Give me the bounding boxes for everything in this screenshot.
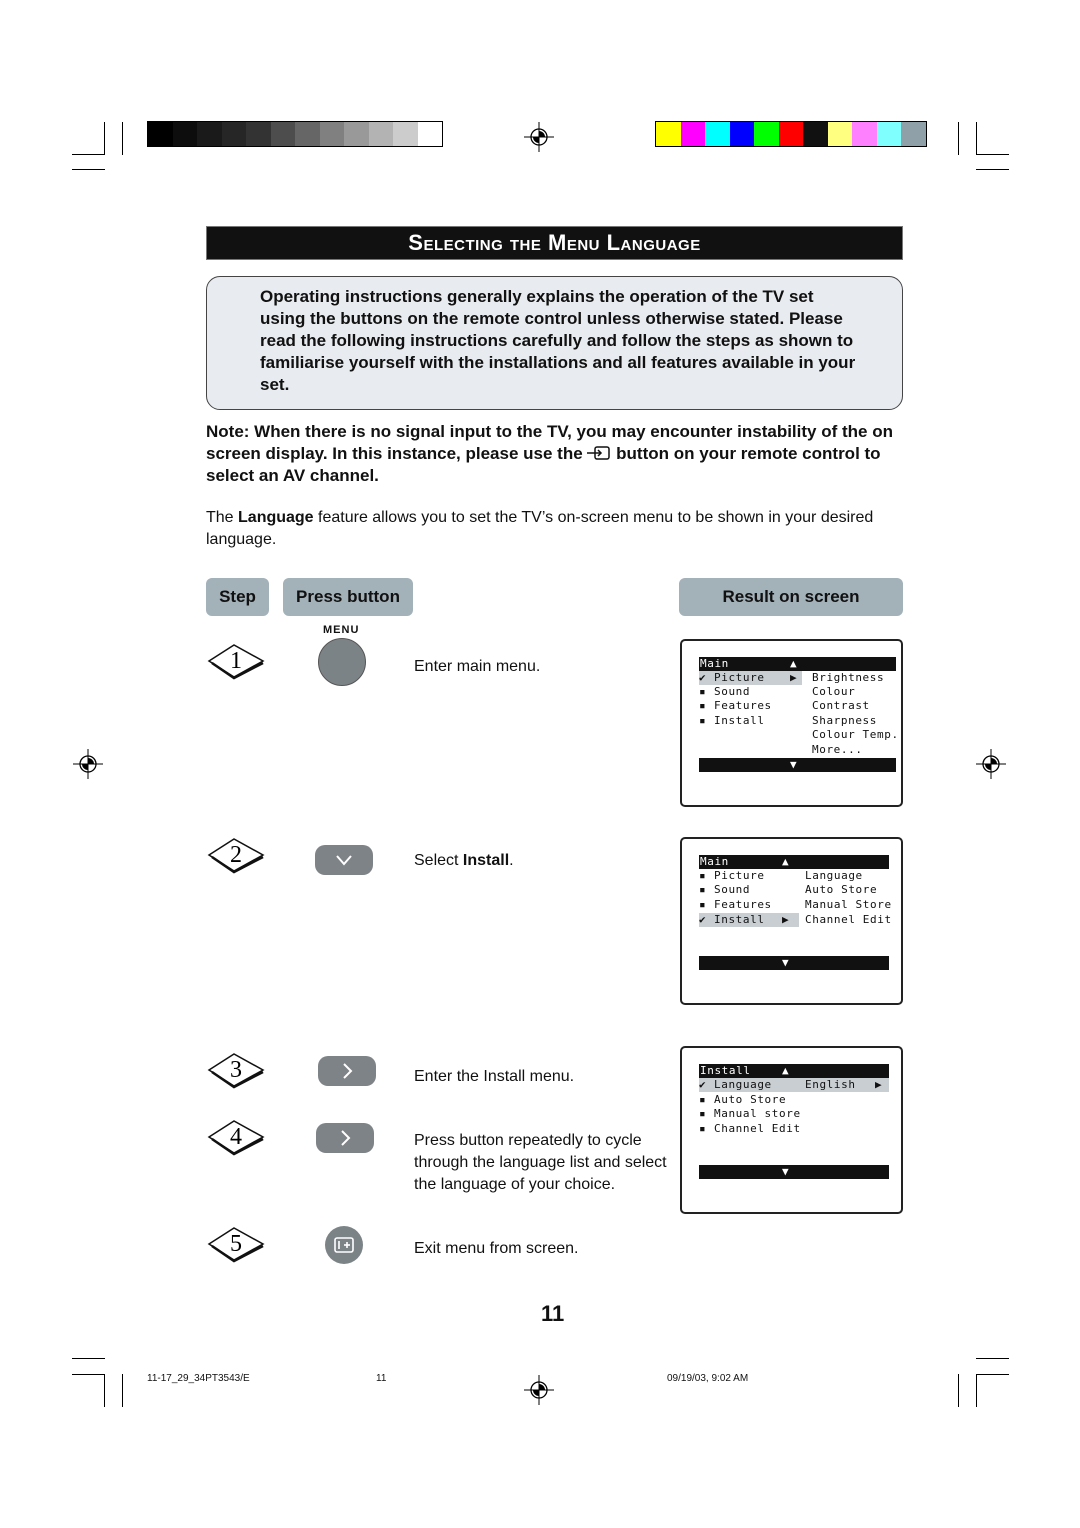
color-swatch — [271, 122, 296, 146]
crop-mark — [104, 122, 105, 155]
osd-bullet: ▪ — [699, 898, 707, 911]
osd-value: English — [805, 1078, 856, 1091]
crop-mark — [122, 122, 123, 155]
osd-header-text: Main — [700, 657, 729, 670]
registration-mark-icon — [524, 1375, 554, 1405]
osd-bullet: ▪ — [699, 883, 707, 896]
osd-left-item: Auto Store — [714, 1093, 787, 1106]
step-number-4 — [206, 1117, 266, 1157]
osd-right-item: More... — [812, 743, 863, 756]
color-swatch — [730, 122, 755, 146]
note-text-2: button on your remote control to select an AV channel. — [206, 444, 881, 485]
color-swatch — [344, 122, 369, 146]
crop-mark — [976, 169, 1009, 170]
instruction-bold: Install — [462, 852, 510, 869]
color-swatch — [705, 122, 730, 146]
color-swatch — [222, 122, 247, 146]
body-text: feature allows you to set the TV’s on-screen menu to be shown in your desired language. — [206, 509, 874, 548]
osd-footer-bar — [699, 758, 896, 772]
osd-bullet: ▪ — [699, 1107, 707, 1120]
osd-left-item: Picture — [714, 671, 765, 684]
result-screen-1 — [680, 639, 903, 807]
osd-right-item: Sharpness — [812, 714, 878, 727]
chevron-right-icon — [318, 1056, 376, 1086]
osd-left-item: Picture — [714, 869, 765, 882]
osd-right-item: Colour — [812, 685, 856, 698]
color-swatch — [779, 122, 804, 146]
step-2-instruction — [414, 850, 674, 872]
osd-right-item: Channel Edit — [805, 913, 892, 926]
step-5-instruction: Exit menu from screen. — [414, 1240, 579, 1257]
osd-right-item: Contrast — [812, 699, 870, 712]
footer-filename: 11-17_29_34PT3543/E — [147, 1373, 250, 1384]
color-swatch — [754, 122, 779, 146]
color-swatch — [369, 122, 394, 146]
note-paragraph — [206, 421, 906, 487]
step-1-instruction: Enter main menu. — [414, 658, 541, 675]
result-column-header: Result on screen — [679, 578, 903, 616]
step-4-instruction: Press button repeatedly to cycle through the language list and select the language of your choice. — [414, 1132, 667, 1193]
footer-date: 09/19/03, 9:02 AM — [667, 1373, 749, 1384]
registration-mark-icon — [73, 749, 103, 779]
instruction-text: Select — [414, 852, 463, 869]
color-swatch — [828, 122, 853, 146]
step-number-text: 3 — [230, 1057, 242, 1083]
color-swatch — [656, 122, 681, 146]
osd-header-text: Install — [700, 1064, 751, 1077]
osd-left-item: Install — [714, 714, 765, 727]
step-number-1 — [206, 641, 266, 681]
step-number-text: 4 — [230, 1124, 242, 1150]
osd-footer-bar — [699, 956, 889, 970]
av-input-icon — [587, 446, 611, 460]
osd-info-icon — [325, 1226, 363, 1264]
color-swatch — [901, 122, 926, 146]
osd-up-arrow: ▲ — [782, 1064, 790, 1077]
grayscale-calibration-bar — [147, 121, 443, 147]
press-button-column-header: Press button — [283, 578, 413, 616]
osd-bullet: ▪ — [699, 699, 707, 712]
osd-bullet: ▪ — [699, 714, 707, 727]
crop-mark — [958, 122, 959, 155]
menu-button — [318, 638, 366, 686]
feature-description — [206, 507, 896, 551]
osd-right-item: Language — [805, 869, 863, 882]
osd-left-item: Language — [714, 1078, 772, 1091]
crop-mark — [122, 1374, 123, 1407]
color-swatch — [803, 122, 828, 146]
osd-right-arrow: ▶ — [782, 913, 790, 926]
step-number-text: 2 — [230, 842, 242, 868]
step-column-header: Step — [206, 578, 269, 616]
osd-right-item: Colour Temp. — [812, 728, 899, 741]
section-title-bar — [206, 226, 903, 260]
osd-up-arrow: ▲ — [782, 855, 790, 868]
section-title: Selecting the Menu Language — [408, 230, 701, 255]
crop-mark — [72, 169, 105, 170]
crop-mark — [72, 154, 105, 155]
osd-down-arrow: ▼ — [782, 1165, 790, 1178]
osd-left-item: Features — [714, 699, 772, 712]
result-screen-2 — [680, 837, 903, 1005]
osd-button — [325, 1226, 363, 1264]
color-swatch — [197, 122, 222, 146]
color-swatch — [173, 122, 198, 146]
body-text: The — [206, 509, 239, 526]
color-swatch — [295, 122, 320, 146]
result-screen-3 — [680, 1046, 903, 1214]
color-swatch — [418, 122, 443, 146]
step-number-3 — [206, 1050, 266, 1090]
step-number-2 — [206, 835, 266, 875]
osd-check: ✔ — [699, 671, 707, 684]
step-number-text: 5 — [230, 1231, 242, 1257]
osd-bullet: ▪ — [699, 1093, 707, 1106]
osd-left-item: Manual store — [714, 1107, 801, 1120]
intro-text: Operating instructions generally explains the operation of the TV set using the buttons on the remote control unless otherwise stated. Please read the following instructions carefully and follow the steps as shown to familiarise yourself with the installations and all features available in your set. — [260, 287, 856, 394]
registration-mark-icon — [976, 749, 1006, 779]
instruction-text: . — [509, 852, 514, 869]
menu-button-label: MENU — [323, 624, 360, 636]
registration-mark-icon — [524, 122, 554, 152]
osd-left-item: Sound — [714, 883, 751, 896]
footer-page: 11 — [376, 1373, 387, 1384]
osd-bullet: ▪ — [699, 869, 707, 882]
osd-right-arrow: ▶ — [790, 671, 798, 684]
osd-left-item: Features — [714, 898, 772, 911]
crop-mark — [958, 1374, 959, 1407]
step-number-5 — [206, 1224, 266, 1264]
crop-mark — [72, 1358, 105, 1359]
color-swatch — [852, 122, 877, 146]
osd-right-item: Brightness — [812, 671, 885, 684]
osd-footer-bar — [699, 1165, 889, 1179]
color-swatch — [246, 122, 271, 146]
crop-mark — [72, 1374, 105, 1375]
osd-left-item: Sound — [714, 685, 751, 698]
page-number: 11 — [541, 1301, 565, 1326]
osd-right-item: Manual Store — [805, 898, 892, 911]
step-number-text: 1 — [230, 648, 242, 674]
down-arrow-button — [315, 845, 373, 875]
osd-up-arrow: ▲ — [790, 657, 798, 670]
osd-check: ✔ — [699, 913, 707, 926]
color-swatch — [148, 122, 173, 146]
osd-down-arrow: ▼ — [790, 758, 798, 771]
color-calibration-bar — [655, 121, 927, 147]
color-swatch — [877, 122, 902, 146]
right-arrow-button — [316, 1123, 374, 1153]
crop-mark — [976, 1374, 1009, 1375]
osd-bullet: ▪ — [699, 1122, 707, 1135]
color-swatch — [320, 122, 345, 146]
step-3-instruction: Enter the Install menu. — [414, 1068, 575, 1085]
osd-bullet: ▪ — [699, 685, 707, 698]
crop-mark — [104, 1374, 105, 1407]
note-text-1: Note: When there is no signal input to the TV, you may encounter instability of the on screen display. In this instance, please use the — [206, 422, 893, 463]
osd-left-item: Channel Edit — [714, 1122, 801, 1135]
osd-down-arrow: ▼ — [782, 956, 790, 969]
crop-mark — [976, 1374, 977, 1407]
body-bold-term: Language — [238, 509, 314, 526]
chevron-right-icon — [316, 1123, 374, 1153]
osd-header-text: Main — [700, 855, 729, 868]
right-arrow-button — [318, 1056, 376, 1086]
color-swatch — [681, 122, 706, 146]
osd-right-arrow: ▶ — [875, 1078, 883, 1091]
crop-mark — [976, 122, 977, 155]
crop-mark — [976, 1358, 1009, 1359]
crop-mark — [976, 154, 1009, 155]
color-swatch — [393, 122, 418, 146]
chevron-down-icon — [315, 845, 373, 875]
osd-left-item: Install — [714, 913, 765, 926]
osd-check: ✔ — [699, 1078, 707, 1091]
osd-right-item: Auto Store — [805, 883, 878, 896]
